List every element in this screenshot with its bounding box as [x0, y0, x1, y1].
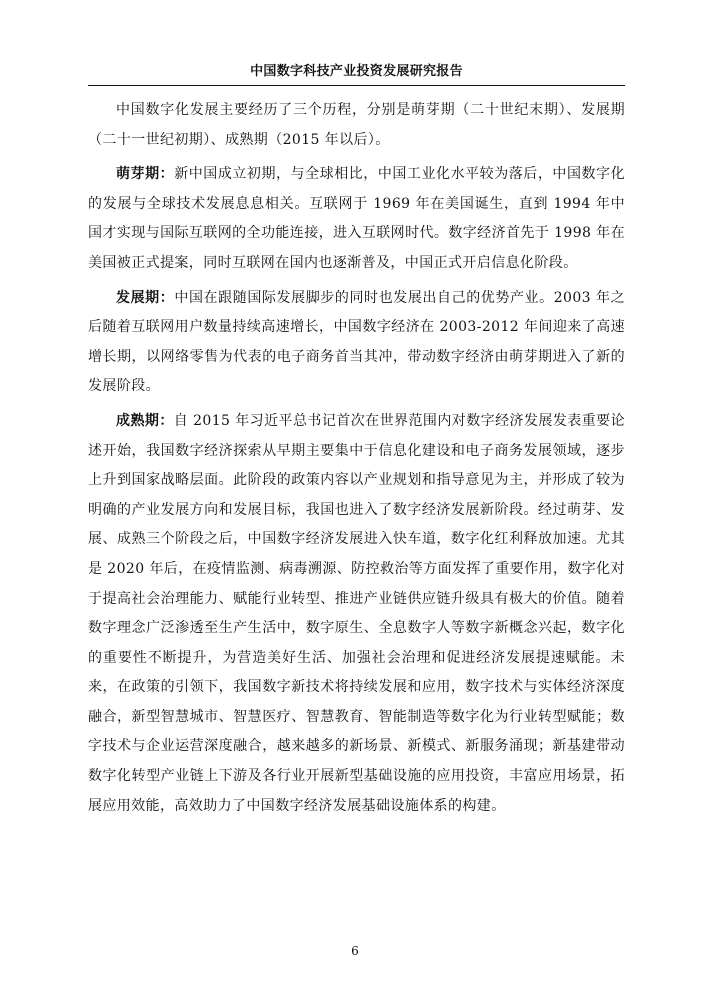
- paragraph-budding-period: [88, 160, 625, 278]
- header-rule: [88, 85, 625, 86]
- paragraph-text: 新中国成立初期，与全球相比，中国工业化水平较为落后，中国数字化的发展与全球技术发展息息相关。互联网于 1969 年在美国诞生，直到 1994 年中国才实现与国际互联网的全功能连接，进入互联网时代。数字经济首先于 1998 年在美国被正式提案，同时互联网在国内也逐渐普及，中国正式开启信息化阶段。: [88, 166, 625, 271]
- paragraph-text: 中国在跟随国际发展脚步的同时也发展出自己的优势产业。2003 年之后随着互联网用户数量持续高速增长，中国数字经济在 2003-2012 年间迎来了高速增长期，以网络零售为代表的电子商务首当其冲，带动数字经济由萌芽期进入了新的发展阶段。: [88, 289, 625, 395]
- running-header: 中国数字科技产业投资发展研究报告: [250, 64, 463, 79]
- paragraph-lead: 萌芽期：: [116, 166, 175, 183]
- paragraph-lead: 发展期：: [116, 289, 175, 306]
- body-text: [88, 96, 625, 826]
- paragraph-development-period: [88, 284, 625, 402]
- page-number: 6: [351, 944, 359, 958]
- paragraph-text: 自 2015 年习近平总书记首次在世界范围内对数字经济发展发表重要论述开始，我国数字经济探索从早期主要集中于信息化建设和电子商务发展领域，逐步上升到国家战略层面。此阶段的政策内容以产业规划和指导意见为主，并形成了较为明确的产业发展方向和发展目标，我国也进入了数字经济发展新阶段。经过萌芽、发展、成熟三个阶段之后，中国数字经济发展进入快车道，数字化红利释放加速。尤其是 2020 年后，在疫情监测、病毒溯源、防控救治等方面发挥了重要作用，数字化对于提高社会治理能力、赋能行业转型、推进产业链供应链升级具有极大的价值。随着数字理念广泛渗透至生产生活中，数字原生、全息数字人等数字新概念兴起，数字化的重要性不断提升，为营造美好生活、加强社会治理和促进经济发展提速赋能。未来，在政策的引领下，我国数字新技术将持续发展和应用，数字技术与实体经济深度融合，新型智慧城市、智慧医疗、智慧教育、智能制造等数字化为行业转型赋能；数字技术与企业运营深度融合，越来越多的新场景、新模式、新服务涌现；新基建带动数字化转型产业链上下游及各行业开展新型基础设施的应用投资，丰富应用场景，拓展应用效能，高效助力了中国数字经济发展基础设施体系的构建。: [88, 412, 625, 814]
- paragraph-lead: 成熟期：: [116, 412, 174, 429]
- paragraph-intro: [88, 96, 625, 155]
- paragraph-mature-period: [88, 407, 625, 821]
- paragraph-text: 中国数字化发展主要经历了三个历程，分别是萌芽期（二十世纪末期）、发展期（二十一世纪初期）、成熟期（2015 年以后）。: [88, 102, 625, 148]
